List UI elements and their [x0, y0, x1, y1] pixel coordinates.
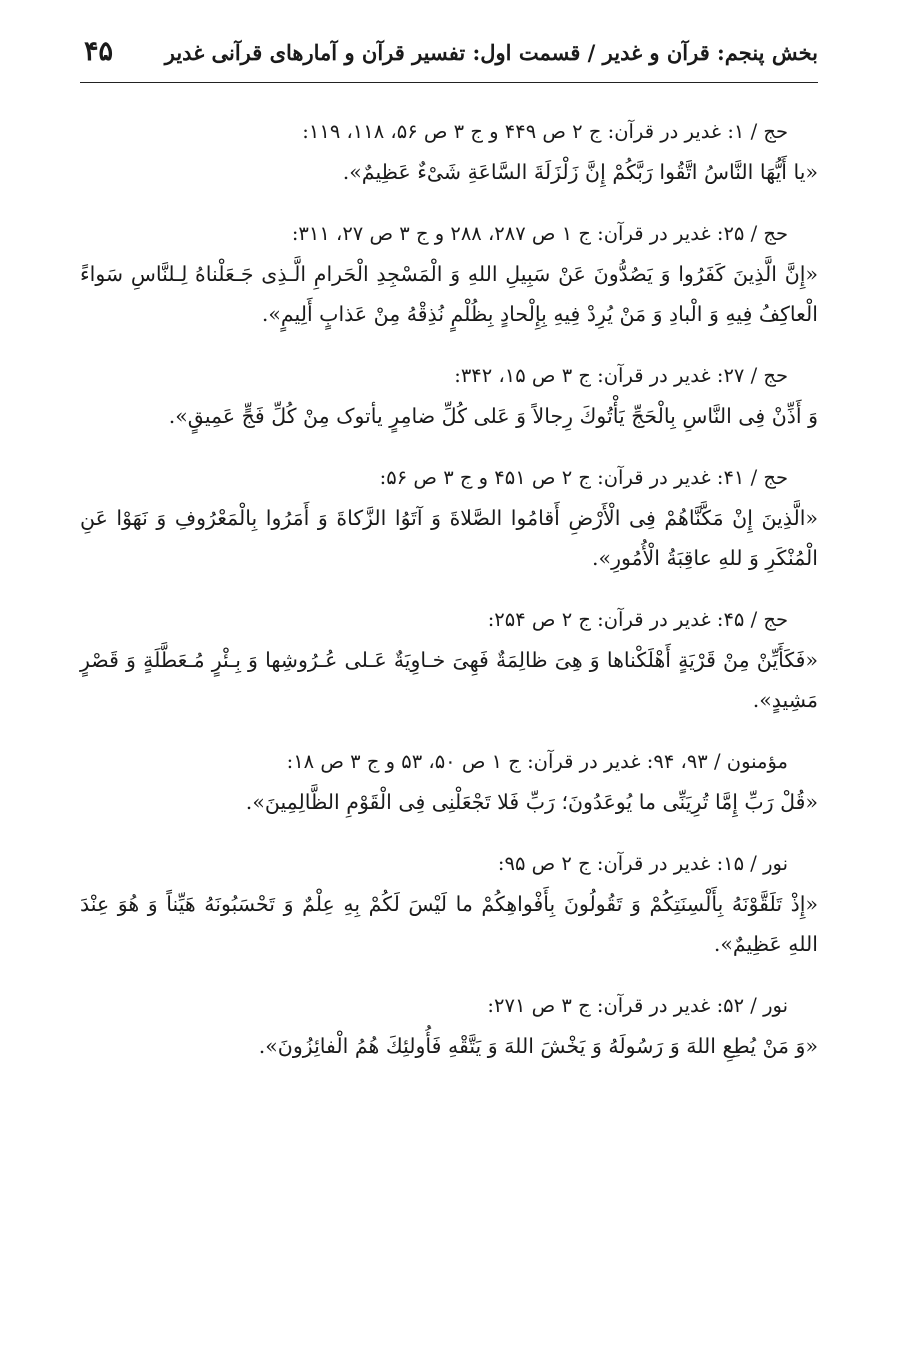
verse-text: وَ أَذِّنْ فِی النَّاسِ بِالْحَجِّ یَأْتُوكَ رِجالاً وَ عَلی كُلِّ ضامِرٍ یأتوک مِنْ كُلِّ فَجٍّ عَمِیقٍ». [168, 404, 818, 428]
verse-text: «فَكَأَیِّنْ مِنْ قَرْیَةٍ أَهْلَكْناها وَ هِیَ ظالِمَةٌ فَهِیَ خـاوِیَةٌ عَـلی عُـرُوشِها وَ بِـئْرٍ مُـعَطَّلَةٍ وَ قَصْرٍ مَشِیدٍ». [80, 648, 818, 712]
verse-reference: حج / ۲۵: غدیر در قرآن: ج ۱ ص ۲۸۷، ۲۸۸ و ج ۳ ص ۲۷، ۳۱۱: [291, 222, 788, 245]
verse-entry [80, 214, 818, 334]
verse-reference: حج / ۲۷: غدیر در قرآن: ج ۳ ص ۱۵، ۳۴۲: [454, 364, 788, 387]
verse-reference: حج / ۱: غدیر در قرآن: ج ۲ ص ۴۴۹ و ج ۳ ص ۵۶، ۱۱۸، ۱۱۹: [302, 120, 788, 143]
verse-text: «إِذْ تَلَقَّوْنَهُ بِأَلْسِنَتِكُمْ وَ تَقُولُونَ بِأَفْواهِكُمْ ما لَیْسَ لَكُمْ بِهِ عِلْمٌ وَ تَحْسَبُونَهُ هَیِّناً وَ هُوَ عِنْدَ اللهِ عَظِیمٌ». [80, 892, 818, 956]
verse-reference: حج / ۴۱: غدیر در قرآن: ج ۲ ص ۴۵۱ و ج ۳ ص ۵۶: [379, 466, 788, 489]
verse-reference: حج / ۴۵: غدیر در قرآن: ج ۲ ص ۲۵۴: [487, 608, 788, 631]
verse-reference: نور / ۱۵: غدیر در قرآن: ج ۲ ص ۹۵: [497, 852, 788, 875]
verse-entry [80, 112, 818, 192]
page-header [80, 36, 818, 83]
verse-entry [80, 356, 818, 436]
verse-entry [80, 742, 818, 822]
verse-entry [80, 600, 818, 720]
verse-text: «یا أَیُّهَا النَّاسُ اتَّقُوا رَبَّكُمْ إِنَّ زَلْزَلَةَ السَّاعَةِ شَیْءٌ عَظِیمٌ». [342, 160, 818, 184]
verse-reference: نور / ۵۲: غدیر در قرآن: ج ۳ ص ۲۷۱: [487, 994, 788, 1017]
verse-entry [80, 986, 818, 1066]
page-content [80, 112, 818, 1088]
verse-text: «إِنَّ الَّذِینَ كَفَرُوا وَ یَصُدُّونَ عَنْ سَبِیلِ اللهِ وَ الْمَسْجِدِ الْحَرامِ الَّـذِی جَـعَلْناهُ لِـلنَّاسِ سَواءً الْعاكِفُ فِیهِ وَ الْبادِ وَ مَنْ یُرِدْ فِیهِ بِإِلْحادٍ بِظُلْمٍ نُذِقْهُ مِنْ عَذابٍ أَلِیمٍ». [80, 262, 818, 326]
page-number: ۴۵ [84, 36, 114, 67]
verse-entry [80, 458, 818, 578]
verse-text: «وَ مَنْ یُطِعِ اللهَ وَ رَسُولَهُ وَ یَخْشَ اللهَ وَ یَتَّقْهِ فَأُولئِكَ هُمُ الْفائِزُونَ». [258, 1034, 818, 1058]
verse-text: «الَّذِینَ إِنْ مَكَّنَّاهُمْ فِی الْأَرْضِ أَقامُوا الصَّلاةَ وَ آتَوُا الزَّكاةَ وَ أَمَرُوا بِالْمَعْرُوفِ وَ نَهَوْا عَنِ الْمُنْكَرِ وَ للهِ عاقِبَةُ الْأُمُورِ». [80, 506, 818, 570]
verse-entry [80, 844, 818, 964]
verse-reference: مؤمنون / ۹۳، ۹۴: غدیر در قرآن: ج ۱ ص ۵۰، ۵۳ و ج ۳ ص ۱۸: [286, 750, 788, 773]
verse-text: «قُلْ رَبِّ إِمَّا تُرِیَنِّی ما یُوعَدُونَ؛ رَبِّ فَلا تَجْعَلْنِی فِی الْقَوْمِ الظَّالِمِینَ». [245, 790, 818, 814]
running-head: بخش پنجم: قرآن و غدیر / قسمت اول: تفسیر قرآن و آمارهای قرآنی غدیر [164, 40, 818, 65]
